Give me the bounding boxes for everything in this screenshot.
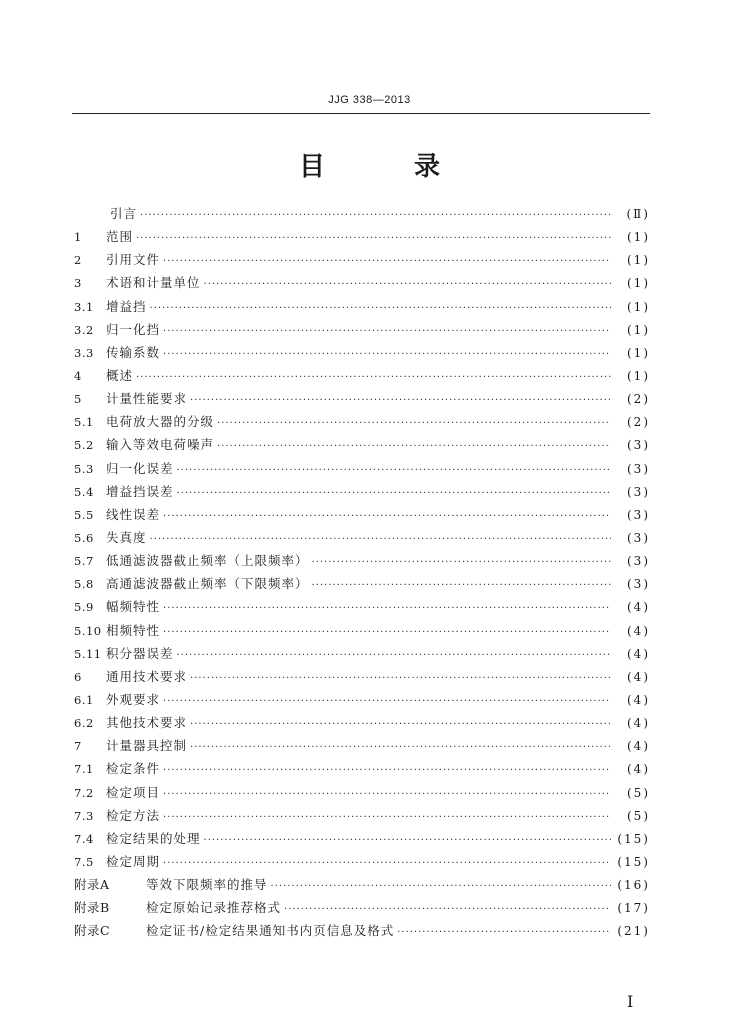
toc-entry-page: (5) bbox=[627, 785, 650, 800]
toc-entry bbox=[74, 551, 650, 574]
toc-entry bbox=[74, 690, 650, 713]
toc-entry-title: 检定条件 bbox=[106, 761, 161, 777]
toc-entry-title: 等效下限频率的推导 bbox=[146, 877, 268, 893]
toc-leader-dots bbox=[397, 927, 611, 938]
toc-entry bbox=[74, 459, 650, 482]
toc-entry-number: 3 bbox=[74, 276, 82, 291]
toc-entry-number: 5.10 bbox=[74, 623, 102, 638]
toc-entry bbox=[74, 528, 650, 551]
toc-leader-dots bbox=[312, 580, 611, 591]
table-of-contents bbox=[74, 204, 650, 945]
toc-entry-number: 5.6 bbox=[74, 530, 94, 545]
toc-entry bbox=[74, 482, 650, 505]
toc-entry-title: 检定结果的处理 bbox=[106, 830, 201, 846]
toc-entry-title: 高通滤波器截止频率（下限频率） bbox=[106, 576, 309, 592]
toc-entry-page: (1) bbox=[627, 276, 650, 291]
toc-entry bbox=[74, 621, 650, 644]
toc-leader-dots bbox=[271, 881, 611, 892]
toc-entry-title: 检定证书/检定结果通知书内页信息及格式 bbox=[146, 923, 395, 939]
toc-entry-number: 5.1 bbox=[74, 415, 94, 430]
toc-entry bbox=[74, 366, 650, 389]
toc-entry bbox=[74, 921, 650, 944]
toc-entry-number: 5.5 bbox=[74, 507, 94, 522]
toc-leader-dots bbox=[163, 627, 611, 638]
toc-leader-dots bbox=[136, 233, 611, 244]
toc-entry-title: 检定项目 bbox=[106, 784, 161, 800]
toc-entry-title: 引言 bbox=[110, 206, 138, 221]
toc-leader-dots bbox=[163, 858, 611, 869]
header-rule bbox=[72, 113, 650, 114]
toc-entry-page: (4) bbox=[627, 716, 650, 731]
toc-entry bbox=[74, 389, 650, 412]
toc-entry bbox=[74, 204, 650, 227]
toc-entry-number: 5.7 bbox=[74, 554, 94, 569]
toc-entry-page: (15) bbox=[617, 831, 650, 846]
toc-entry-title: 电荷放大器的分级 bbox=[106, 414, 215, 430]
toc-entry-number: 5.2 bbox=[74, 438, 94, 453]
toc-entry-title: 外观要求 bbox=[106, 691, 161, 707]
toc-entry-page: (15) bbox=[617, 854, 650, 869]
toc-entry-page: (2) bbox=[627, 392, 650, 407]
toc-entry-title: 增益挡误差 bbox=[106, 483, 174, 499]
toc-leader-dots bbox=[177, 650, 611, 661]
toc-leader-dots bbox=[204, 279, 611, 290]
toc-entry-number: 5.11 bbox=[74, 646, 102, 661]
toc-entry-page: (3) bbox=[627, 554, 650, 569]
toc-entry bbox=[74, 875, 650, 898]
toc-leader-dots bbox=[204, 835, 611, 846]
toc-entry-title: 相频特性 bbox=[106, 622, 161, 638]
toc-entry bbox=[74, 829, 650, 852]
toc-entry-page: (4) bbox=[627, 739, 650, 754]
toc-entry-number: 5.4 bbox=[74, 484, 94, 499]
toc-entry bbox=[74, 297, 650, 320]
toc-entry-page: (21) bbox=[617, 924, 650, 939]
toc-entry-page: (3) bbox=[627, 461, 650, 476]
toc-entry-page: (1) bbox=[627, 299, 650, 314]
toc-leader-dots bbox=[163, 326, 611, 337]
toc-entry bbox=[74, 227, 650, 250]
toc-leader-dots bbox=[190, 673, 611, 684]
page-number: I bbox=[627, 992, 634, 1011]
toc-entry-title: 检定原始记录推荐格式 bbox=[146, 900, 282, 916]
toc-leader-dots bbox=[140, 210, 611, 221]
toc-entry-title: 积分器误差 bbox=[106, 645, 174, 661]
toc-entry-page: (4) bbox=[627, 600, 650, 615]
toc-entry bbox=[74, 273, 650, 296]
toc-entry-number: 5.3 bbox=[74, 461, 94, 476]
toc-entry-number: 1 bbox=[74, 230, 82, 245]
toc-entry-number: 4 bbox=[74, 368, 82, 383]
toc-entry-page: (4) bbox=[627, 623, 650, 638]
toc-entry-number: 5.9 bbox=[74, 600, 94, 615]
toc-entry-number: 5.8 bbox=[74, 577, 94, 592]
toc-entry-page: (4) bbox=[627, 762, 650, 777]
toc-entry-number: 7 bbox=[74, 739, 82, 754]
toc-entry bbox=[74, 667, 650, 690]
page-title: 目 录 bbox=[298, 152, 481, 182]
toc-entry bbox=[74, 852, 650, 875]
toc-entry-page: (1) bbox=[627, 345, 650, 360]
toc-entry-title: 幅频特性 bbox=[106, 599, 161, 615]
toc-entry-title: 线性误差 bbox=[106, 506, 161, 522]
toc-entry-title: 通用技术要求 bbox=[106, 668, 188, 684]
toc-entry-title: 计量器具控制 bbox=[106, 738, 188, 754]
toc-entry bbox=[74, 713, 650, 736]
toc-entry-page: (4) bbox=[627, 692, 650, 707]
toc-entry-page: (3) bbox=[627, 484, 650, 499]
toc-leader-dots bbox=[177, 488, 611, 499]
toc-entry bbox=[74, 644, 650, 667]
toc-entry-number: 6.1 bbox=[74, 692, 94, 707]
toc-entry-page: (3) bbox=[627, 577, 650, 592]
toc-entry-title: 失真度 bbox=[106, 529, 147, 545]
toc-entry bbox=[74, 343, 650, 366]
toc-entry-title: 检定方法 bbox=[106, 807, 161, 823]
toc-entry-page: (1) bbox=[627, 253, 650, 268]
document-header-code: JJG 338—2013 bbox=[328, 94, 411, 106]
toc-entry-page: (4) bbox=[627, 646, 650, 661]
toc-entry-number: 7.1 bbox=[74, 762, 94, 777]
toc-entry-number: 附录A bbox=[74, 877, 110, 893]
toc-entry-title: 引用文件 bbox=[106, 252, 161, 268]
toc-entry bbox=[74, 505, 650, 528]
toc-entry-number: 7.3 bbox=[74, 808, 94, 823]
toc-entry-title: 其他技术要求 bbox=[106, 715, 188, 731]
toc-leader-dots bbox=[150, 534, 611, 545]
toc-leader-dots bbox=[177, 465, 611, 476]
toc-entry-page: (17) bbox=[617, 901, 650, 916]
toc-leader-dots bbox=[190, 719, 611, 730]
toc-leader-dots bbox=[312, 557, 611, 568]
toc-entry-page: (1) bbox=[627, 322, 650, 337]
toc-entry-number: 附录C bbox=[74, 923, 111, 939]
toc-leader-dots bbox=[163, 765, 611, 776]
toc-leader-dots bbox=[190, 742, 611, 753]
toc-leader-dots bbox=[163, 349, 611, 360]
toc-entry-title: 增益挡 bbox=[106, 298, 147, 314]
toc-entry bbox=[74, 736, 650, 759]
toc-entry bbox=[74, 898, 650, 921]
toc-entry bbox=[74, 597, 650, 620]
toc-entry bbox=[74, 574, 650, 597]
toc-entry-title: 低通滤波器截止频率（上限频率） bbox=[106, 553, 309, 569]
toc-leader-dots bbox=[217, 418, 611, 429]
toc-entry-page: (Ⅱ) bbox=[626, 207, 650, 221]
toc-entry-title: 术语和计量单位 bbox=[106, 275, 201, 291]
toc-entry bbox=[74, 320, 650, 343]
toc-leader-dots bbox=[136, 372, 611, 383]
toc-entry-page: (3) bbox=[627, 438, 650, 453]
toc-entry-number: 3.3 bbox=[74, 345, 94, 360]
toc-entry-page: (1) bbox=[627, 230, 650, 245]
toc-entry-number: 7.5 bbox=[74, 854, 94, 869]
toc-leader-dots bbox=[217, 441, 611, 452]
toc-entry-number: 7.4 bbox=[74, 831, 94, 846]
toc-entry bbox=[74, 412, 650, 435]
toc-entry-title: 检定周期 bbox=[106, 853, 161, 869]
toc-entry-page: (3) bbox=[627, 530, 650, 545]
toc-entry-title: 传输系数 bbox=[106, 344, 161, 360]
toc-entry-page: (2) bbox=[627, 415, 650, 430]
toc-entry bbox=[74, 759, 650, 782]
toc-entry-number: 3.2 bbox=[74, 322, 94, 337]
toc-entry-title: 归一化误差 bbox=[106, 460, 174, 476]
toc-entry bbox=[74, 435, 650, 458]
toc-leader-dots bbox=[190, 395, 611, 406]
toc-entry-page: (4) bbox=[627, 669, 650, 684]
toc-entry bbox=[74, 806, 650, 829]
toc-entry-title: 范围 bbox=[106, 229, 134, 245]
toc-entry-title: 概述 bbox=[106, 367, 134, 383]
toc-entry-number: 2 bbox=[74, 253, 82, 268]
toc-entry-title: 输入等效电荷噪声 bbox=[106, 437, 215, 453]
toc-leader-dots bbox=[163, 812, 611, 823]
toc-entry-number: 5 bbox=[74, 392, 82, 407]
toc-entry-title: 归一化挡 bbox=[106, 321, 161, 337]
toc-leader-dots bbox=[163, 696, 611, 707]
toc-entry-number: 6.2 bbox=[74, 716, 94, 731]
toc-leader-dots bbox=[163, 511, 611, 522]
toc-entry-page: (5) bbox=[627, 808, 650, 823]
toc-leader-dots bbox=[163, 603, 611, 614]
toc-entry-number: 6 bbox=[74, 669, 82, 684]
toc-leader-dots bbox=[163, 256, 611, 267]
toc-entry bbox=[74, 783, 650, 806]
toc-entry bbox=[74, 250, 650, 273]
toc-leader-dots bbox=[284, 904, 611, 915]
toc-entry-title: 计量性能要求 bbox=[106, 391, 188, 407]
toc-entry-page: (3) bbox=[627, 507, 650, 522]
toc-entry-page: (16) bbox=[617, 878, 650, 893]
toc-entry-number: 附录B bbox=[74, 900, 110, 916]
toc-entry-number: 7.2 bbox=[74, 785, 94, 800]
toc-entry-number: 3.1 bbox=[74, 299, 94, 314]
toc-entry-page: (1) bbox=[627, 368, 650, 383]
toc-leader-dots bbox=[163, 789, 611, 800]
toc-leader-dots bbox=[150, 303, 611, 314]
